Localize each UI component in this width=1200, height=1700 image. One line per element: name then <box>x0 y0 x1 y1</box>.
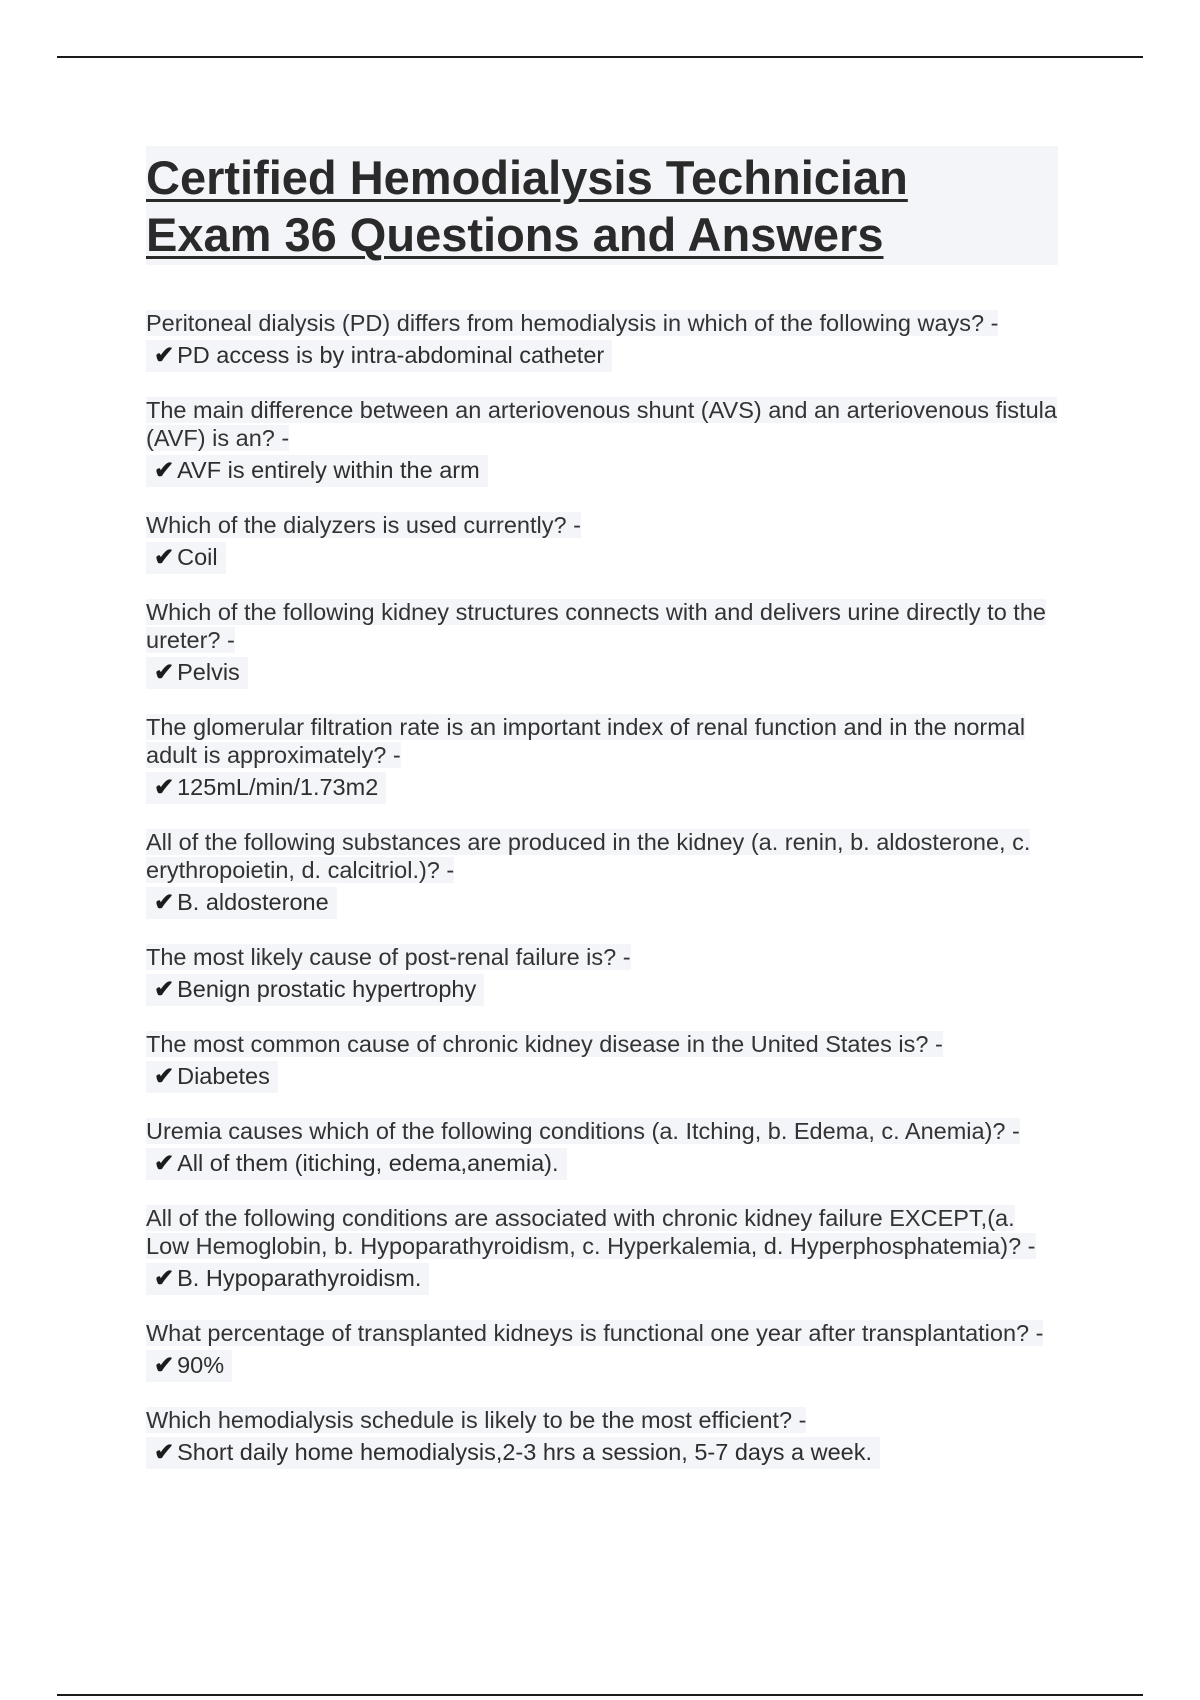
check-icon: ✔ <box>154 1150 175 1177</box>
answer <box>146 1437 880 1469</box>
qa-item <box>146 1204 1058 1295</box>
qa-item <box>146 1406 1058 1469</box>
check-icon: ✔ <box>154 544 175 571</box>
answer <box>146 657 248 689</box>
check-icon: ✔ <box>154 659 175 686</box>
answer <box>146 455 488 487</box>
title-line-1: Certified Hemodialysis Technician <box>146 151 908 204</box>
bottom-rule <box>57 1694 1143 1696</box>
answer <box>146 542 226 574</box>
question-text: Peritoneal dialysis (PD) differs from hemodialysis in which of the following ways? - <box>146 310 999 336</box>
answer-text: All of them (itiching, edema,anemia). <box>177 1150 559 1176</box>
answer <box>146 1148 567 1180</box>
qa-item <box>146 1319 1058 1382</box>
answer <box>146 1263 429 1295</box>
qa-item <box>146 396 1058 487</box>
qa-item <box>146 713 1058 804</box>
check-icon: ✔ <box>154 342 175 369</box>
answer <box>146 340 612 372</box>
answer <box>146 887 337 919</box>
question-text: Which of the following kidney structures connects with and delivers urine directly to the ureter? - <box>146 599 1046 653</box>
title-block <box>146 146 1058 265</box>
answer-text: Coil <box>177 544 218 570</box>
check-icon: ✔ <box>154 889 175 916</box>
question-text: The most common cause of chronic kidney disease in the United States is? - <box>146 1031 943 1057</box>
question-text: The most likely cause of post-renal failure is? - <box>146 944 631 970</box>
qa-list <box>146 309 1058 1469</box>
qa-item <box>146 1030 1058 1093</box>
question-text: All of the following substances are produced in the kidney (a. renin, b. aldosterone, c. erythropoietin, d. calcitriol.)? - <box>146 829 1031 883</box>
question-text: The main difference between an arteriovenous shunt (AVS) and an arteriovenous fistula (AVF) is an? - <box>146 397 1057 451</box>
qa-item <box>146 828 1058 919</box>
check-icon: ✔ <box>154 457 175 484</box>
answer-text: PD access is by intra-abdominal catheter <box>177 342 605 368</box>
answer-text: 90% <box>177 1352 225 1378</box>
answer-text: Short daily home hemodialysis,2-3 hrs a session, 5-7 days a week. <box>177 1439 873 1465</box>
question-text: What percentage of transplanted kidneys is functional one year after transplantation? - <box>146 1320 1044 1346</box>
answer <box>146 974 484 1006</box>
answer-text: Pelvis <box>177 659 240 685</box>
check-icon: ✔ <box>154 1352 175 1379</box>
qa-item <box>146 1117 1058 1180</box>
qa-item <box>146 943 1058 1006</box>
question-text: Which hemodialysis schedule is likely to be the most efficient? - <box>146 1407 807 1433</box>
question-text: All of the following conditions are associated with chronic kidney failure EXCEPT,(a. Low Hemoglobin, b. Hypoparathyroidism, c. Hyperkalemia, d. Hyperphosphatemia)? - <box>146 1205 1036 1259</box>
question-text: Uremia causes which of the following conditions (a. Itching, b. Edema, c. Anemia)? - <box>146 1118 1020 1144</box>
answer-text: B. aldosterone <box>177 889 329 915</box>
check-icon: ✔ <box>154 976 175 1003</box>
document-title <box>146 146 1058 265</box>
qa-item <box>146 598 1058 689</box>
answer-text: Benign prostatic hypertrophy <box>177 976 477 1002</box>
question-text: The glomerular filtration rate is an important index of renal function and in the normal adult is approximately? - <box>146 714 1026 768</box>
answer <box>146 772 386 804</box>
check-icon: ✔ <box>154 1063 175 1090</box>
top-rule <box>57 56 1143 58</box>
check-icon: ✔ <box>154 1439 175 1466</box>
answer <box>146 1061 278 1093</box>
check-icon: ✔ <box>154 1265 175 1292</box>
answer-text: B. Hypoparathyroidism. <box>177 1265 422 1291</box>
qa-item <box>146 511 1058 574</box>
qa-item <box>146 309 1058 372</box>
answer-text: AVF is entirely within the arm <box>177 457 480 483</box>
answer-text: Diabetes <box>177 1063 270 1089</box>
answer <box>146 1350 232 1382</box>
check-icon: ✔ <box>154 774 175 801</box>
document-body <box>146 146 1058 1493</box>
title-line-2: Exam 36 Questions and Answers <box>146 208 884 261</box>
question-text: Which of the dialyzers is used currently? - <box>146 512 581 538</box>
answer-text: 125mL/min/1.73m2 <box>177 774 379 800</box>
